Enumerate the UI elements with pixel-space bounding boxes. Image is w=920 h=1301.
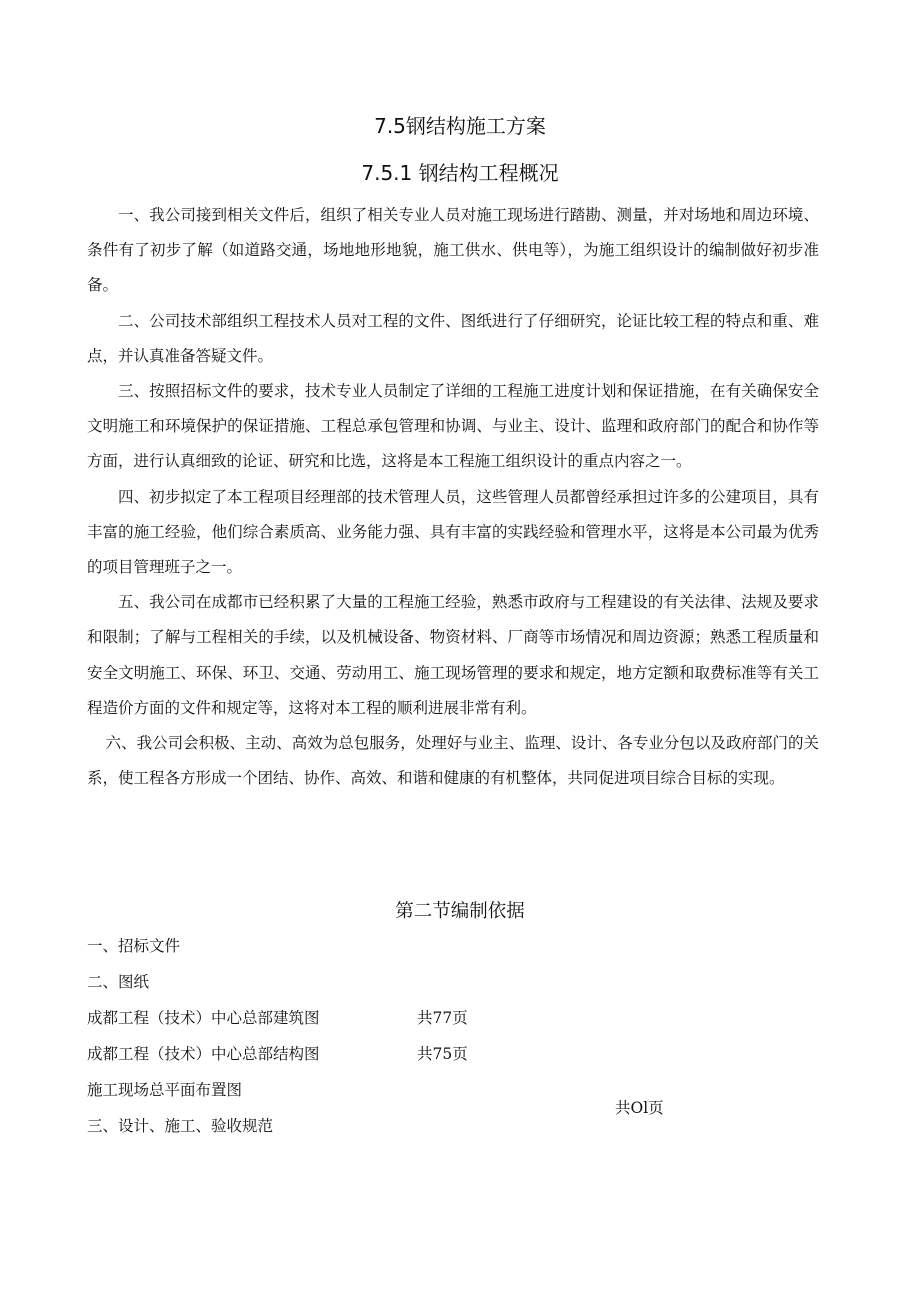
- basis-item-codes: [87, 1108, 819, 1144]
- paragraph-1: 一、我公司接到相关文件后，组织了相关专业人员对施工现场进行踏勘、测量，并对场地和周边环境、条件有了初步了解（如道路交通，场地地形地貌，施工供水、供电等），为施工组织设计的编制做好初步准备。: [87, 206, 819, 295]
- drawing-row-architecture: [87, 1000, 819, 1036]
- drawing-name: 成都工程（技术）中心总部建筑图: [87, 1009, 320, 1027]
- paragraph-3: 三、按照招标文件的要求，技术专业人员制定了详细的工程施工进度计划和保证措施，在有关确保安全文明施工和环境保护的保证措施、工程总承包管理和协调、与业主、设计、监理和政府部门的配合和协作等方面，进行认真细致的论证、研究和比选，这将是本工程施工组织设计的重点内容之一。: [87, 382, 819, 471]
- basis-item-label: 三、设计、施工、验收规范: [87, 1117, 274, 1135]
- drawing-row-structure: [87, 1036, 819, 1072]
- paragraph-2: 二、公司技术部组织工程技术人员对工程的文件、图纸进行了仔细研究，论证比较工程的特点和重、难点，并认真准备答疑文件。: [87, 311, 819, 365]
- sub-title: 7.5.1 钢结构工程概况: [361, 161, 559, 185]
- drawing-page-count: 共75页: [417, 1045, 468, 1063]
- paragraph-5: 五、我公司在成都市已经积累了大量的工程施工经验，熟悉市政府与工程建设的有关法律、法规及要求和限制；了解与工程相关的手续，以及机械设备、物资材料、厂商等市场情况和周边资源；熟悉工程质量和安全文明施工、环保、环卫、交通、劳动用工、施工现场管理的要求和规定，地方定额和取费标准等有关工程造价方面的文件和规定等，这将对本工程的顺利进展非常有利。: [87, 593, 819, 717]
- basis-item-drawings: [87, 964, 819, 1000]
- drawing-page-count: 共77页: [417, 1009, 468, 1027]
- basis-item-label: 一、招标文件: [87, 937, 181, 955]
- basis-item-tender-docs: [87, 928, 819, 964]
- paragraph-4: 四、初步拟定了本工程项目经理部的技术管理人员，这些管理人员都曾经承担过许多的公建项目，具有丰富的施工经验，他们综合素质高、业务能力强、具有丰富的实践经验和管理水平，这将是本公司最为优秀的项目管理班子之一。: [87, 487, 819, 577]
- drawing-name: 施工现场总平面布置图: [87, 1081, 243, 1099]
- overview-body: [87, 198, 819, 796]
- section-two-title: 第二节编制依据: [395, 901, 525, 922]
- basis-item-label: 二、图纸: [87, 973, 150, 991]
- drawing-page-count: 共Ol页: [615, 1099, 664, 1117]
- main-title: 7.5钢结构施工方案: [374, 114, 546, 138]
- drawing-name: 成都工程（技术）中心总部结构图: [87, 1045, 320, 1063]
- basis-list: [87, 928, 819, 1144]
- paragraph-6: 六、我公司会积极、主动、高效为总包服务，处理好与业主、监理、设计、各专业分包以及政府部门的关系，使工程各方形成一个团结、协作、高效、和谐和健康的有机整体，共同促进项目综合目标的实现。: [87, 734, 819, 788]
- drawing-row-site-plan: [87, 1072, 819, 1117]
